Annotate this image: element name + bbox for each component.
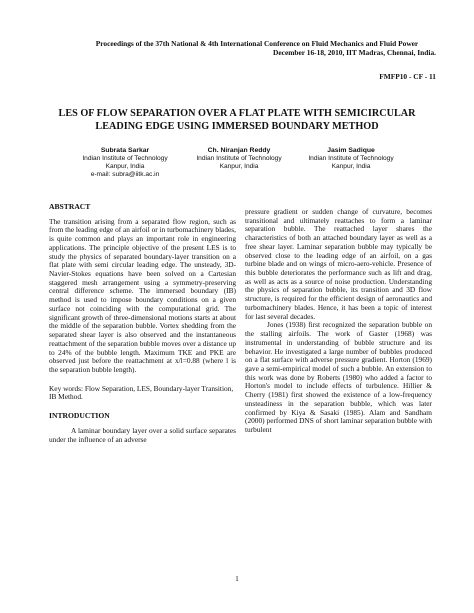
- author-name: Jasim Sadique: [327, 147, 375, 154]
- left-column: [49, 203, 236, 444]
- introduction-paragraph: A laminar boundary layer over a solid surface separates under the influence of an adverse: [49, 425, 236, 444]
- author-affiliation: Indian Institute of Technology: [308, 155, 394, 162]
- body-paragraph-1: pressure gradient or sudden change of curvature, becomes transitional and ultimately reattaches to form a laminar separation bubble. The reattached layer shares the characteristics of both an attached boundary layer as well as a free shear layer. Laminar separation bubble may typically be observed close to the leading edge of an airfoil, on a gas turbine blade and on wings of micro-aero-vehicle. Presence of this bubble deteriorates the performance such as lift and drag, as well as acts as a source of noise production. Understanding the physics of separation bubble, its transition and 3D flow structure, is required for the efficient design of aeronautics and turbomachinery blades. Hence, it has been a topic of interest for last several decades.: [245, 207, 432, 321]
- author-location: Kanpur, India: [105, 163, 145, 170]
- proceedings-line-1: Proceedings of the 37th National & 4th International Conference on Fluid Mechanics and Fluid Power: [95, 39, 419, 48]
- author-affiliation: Indian Institute of Technology: [196, 155, 282, 162]
- paper-title: [40, 107, 434, 133]
- proceedings-header: [0, 39, 474, 57]
- right-column: [245, 208, 432, 435]
- author-3: [286, 147, 416, 171]
- title-line-1: LES OF FLOW SEPARATION OVER A FLAT PLATE WITH SEMICIRCULAR: [58, 108, 416, 119]
- author-block: [40, 147, 434, 197]
- body-paragraph-2: Jones (1938) first recognized the separation bubble on the stalling airfoils. The work of Gaster (1968) was instrumental in understanding of bubble structure and its behavior. He investigated a large number of bubbles produced on a flat surface with adverse pressure gradient. Horton (1969) gave a semi-empirical model of such a bubble. An extension to this work was done by Roberts (1980) who added a factor to Horton's model to include effects of turbulence. Hillier & Cherry (1981) first showed the existence of a low-frequency unsteadiness in the separation bubble, which was later confirmed by Kiya & Sasaki (1985). Alam and Sandham (2000) performed DNS of short laminar separation bubble with turbulent: [245, 320, 432, 434]
- author-name: Ch. Niranjan Reddy: [207, 147, 271, 154]
- page-number: 1: [235, 574, 239, 583]
- author-email: e-mail: subra@iitk.ac.in: [90, 171, 160, 178]
- abstract-heading: ABSTRACT: [49, 202, 91, 211]
- introduction-heading: INTRODUCTION: [49, 411, 110, 421]
- abstract-paragraph: The transition arising from a separated flow region, such as from the leading edge of an airfoil or in turbomachinery blades, is quite common and plays an important role in engineering applications. The principle objective of the present LES is to study the physics of separated boundary-layer transition on a flat plate with semi circular leading edge. The unsteady, 3D-Navier-Stokes equations have been solved on a Cartesian staggered mesh arrangement using a symmetry-preserving central difference scheme. The immersed boundary (IB) method is used to impose boundary conditions on a given surface not coinciding with the computational grid. The significant growth of three-dimensional motions starts at about the middle of the separation bubble. Vortex shedding from the separated shear layer is also observed and the instantaneous reattachment of the separation bubble moves over a distance up to 24% of the bubble length. Maximum TKE and PKE are observed just before the reattachment at x/l=0.88 (where l is the separation bubble length).: [49, 216, 236, 374]
- keywords: Key words: Flow Separation, LES, Boundary-layer Transition, IB Method.: [49, 383, 234, 402]
- paper-id: FMFP10 - CF - 11: [379, 72, 436, 81]
- author-affiliation: Indian Institute of Technology: [82, 155, 168, 162]
- author-location: Kanpur, India: [219, 163, 259, 170]
- title-line-2: LEADING EDGE USING IMMERSED BOUNDARY METHOD: [95, 121, 379, 132]
- proceedings-line-2: December 16-18, 2010, IIT Madras, Chennai, India.: [273, 48, 436, 57]
- author-2: [174, 147, 304, 171]
- author-name: Subrata Sarkar: [100, 147, 150, 154]
- author-1: [60, 147, 190, 179]
- author-location: Kanpur, India: [331, 163, 371, 170]
